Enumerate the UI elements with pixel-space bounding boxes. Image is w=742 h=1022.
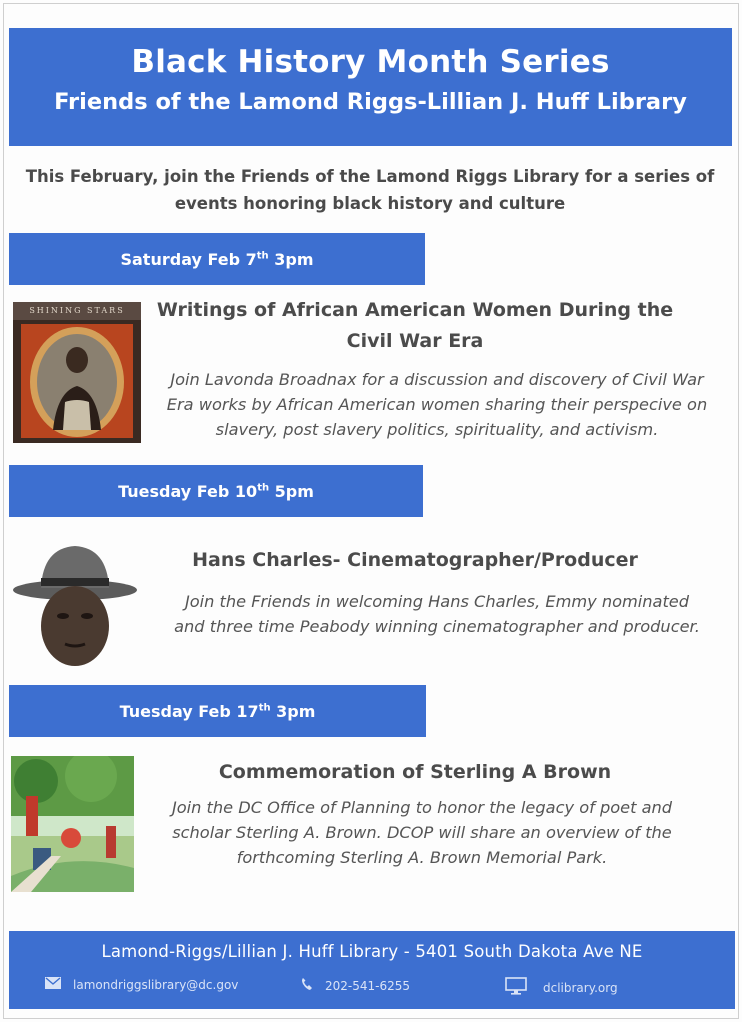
event-date-bar-2 [9, 465, 423, 517]
mail-icon [45, 977, 61, 992]
book-cover-image [13, 302, 141, 443]
intro-line: This February, join the Friends of the Lamond Riggs Library for a series of [25, 167, 715, 186]
event-date: Tuesday Feb 10th 5pm [118, 481, 314, 501]
event-description-2: Join the Friends in welcoming Hans Charles, Emmy nominated and three time Peabody winning cinematographer and producer. [174, 592, 700, 636]
header-banner [9, 28, 732, 146]
svg-text:SHINING STARS: SHINING STARS [29, 306, 125, 315]
book-cover-illustration [13, 302, 141, 443]
email-link[interactable]: lamondriggslibrary@dc.gov [73, 977, 239, 992]
phone-icon [301, 977, 313, 994]
portrait-photo [11, 538, 138, 668]
website-link[interactable]: dclibrary.org [543, 980, 618, 995]
park-illustration [11, 756, 134, 892]
monitor-icon [505, 977, 527, 998]
event-title-1: Writings of African American Women During the Civil War Era [156, 299, 674, 352]
event-title-3: Commemoration of Sterling A Brown [218, 761, 612, 783]
email-contact [45, 977, 238, 992]
phone-contact [301, 977, 410, 994]
event-date: Tuesday Feb 17th 3pm [119, 701, 316, 721]
phone-number[interactable]: 202-541-6255 [325, 978, 411, 993]
event-date-bar-1 [9, 233, 425, 285]
intro-text [20, 163, 720, 217]
event-description-1: Join Lavonda Broadnax for a discussion and discovery of Civil War Era works by African American women sharing their perspecive on slavery, post slavery politics, spirituality, and activism. [166, 370, 708, 439]
event-date-bar-3 [9, 685, 426, 737]
park-rendering-image [11, 756, 134, 892]
library-address: Lamond-Riggs/Lillian J. Huff Library - 5401 South Dakota Ave NE [101, 942, 643, 961]
intro-line: events honoring black history and culture [174, 194, 566, 213]
event-description-3: Join the DC Office of Planning to honor the legacy of poet and scholar Sterling A. Brown. DCOP will share an overview of the forthcoming Sterling A. Brown Memorial Park. [171, 798, 673, 867]
portrait-illustration [11, 538, 138, 668]
page-subtitle: Friends of the Lamond Riggs-Lillian J. Huff Library [54, 89, 687, 115]
website-contact [505, 977, 618, 998]
page-title: Black History Month Series [131, 44, 610, 80]
event-date: Saturday Feb 7th 3pm [120, 249, 314, 269]
footer-banner [9, 931, 735, 1009]
event-title-2: Hans Charles- Cinematographer/Producer [192, 549, 638, 571]
